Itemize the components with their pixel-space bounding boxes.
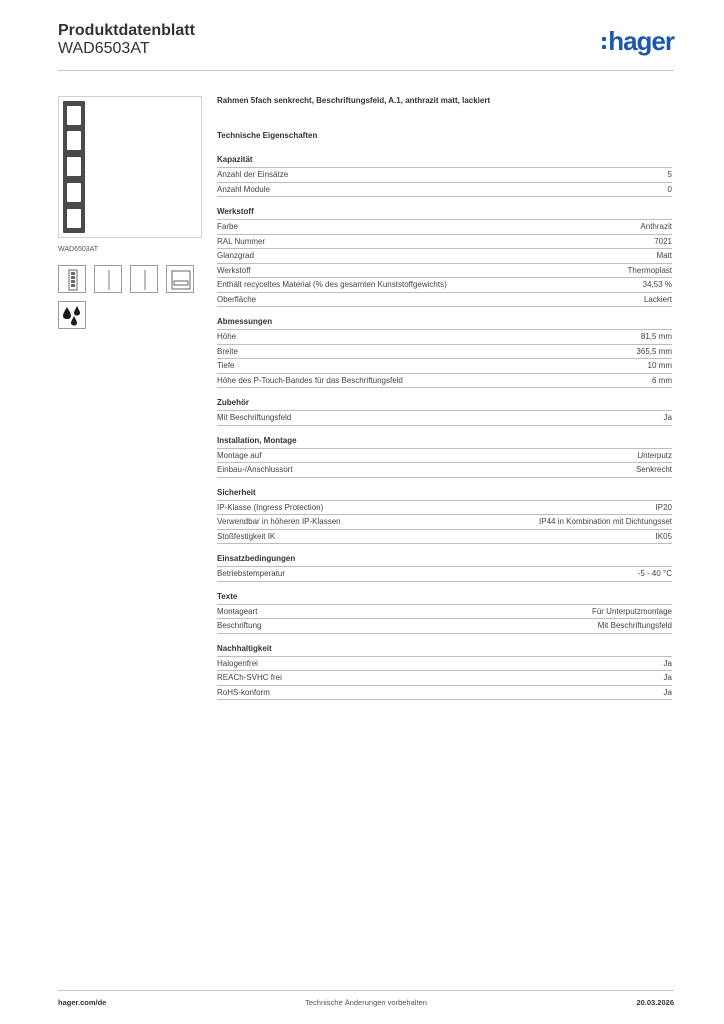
property-value: 365,5 mm — [636, 346, 672, 356]
product-description: Rahmen 5fach senkrecht, Beschriftungsfeld, A.1, anthrazit matt, lackiert — [217, 96, 491, 105]
property-label: Breite — [217, 346, 238, 356]
group-title: Sicherheit — [217, 487, 672, 501]
property-row — [217, 567, 672, 582]
product-image — [58, 96, 202, 238]
property-label: Einbau-/Anschlussort — [217, 465, 293, 474]
group-title: Werkstoff — [217, 206, 672, 220]
group-title: Installation, Montage — [217, 435, 672, 449]
property-row — [217, 278, 672, 293]
property-value: 6 mm — [652, 375, 672, 385]
property-group — [217, 487, 672, 545]
dimension-icon-row — [58, 265, 203, 293]
group-title: Abmessungen — [217, 316, 672, 330]
property-row — [217, 449, 672, 464]
property-row — [217, 220, 672, 235]
property-label: REACh-SVHC frei — [217, 673, 282, 682]
property-row — [217, 619, 672, 634]
frame-depth-icon — [130, 265, 158, 293]
property-label: Farbe — [217, 222, 238, 231]
property-row — [217, 183, 672, 198]
property-row — [217, 501, 672, 516]
property-row — [217, 330, 672, 345]
page-header — [58, 20, 674, 71]
property-label: Enthält recyceltes Material (% des gesamten Kunststoffgewichts) — [217, 280, 447, 289]
property-group — [217, 206, 672, 307]
property-row — [217, 374, 672, 389]
property-label: Verwendbar in höheren IP-Klassen — [217, 517, 341, 526]
property-value: Mit Beschriftungsfeld — [597, 621, 672, 630]
property-row — [217, 657, 672, 672]
property-value: Für Unterputzmontage — [591, 606, 672, 616]
property-label: RoHS-konform — [217, 687, 270, 697]
property-value: Ja — [663, 687, 672, 697]
product-image-caption: WAD6503AT — [58, 246, 99, 253]
group-title: Einsatzbedingungen — [217, 553, 672, 567]
group-title: Nachhaltigkeit — [217, 643, 672, 657]
property-label: Halogenfrei — [217, 658, 258, 668]
property-label: IP-Klasse (Ingress Protection) — [217, 502, 324, 512]
property-group — [217, 435, 672, 478]
property-value: Lackiert — [643, 294, 672, 304]
hager-logo — [602, 26, 674, 56]
property-value: Anthrazit — [640, 222, 672, 231]
property-value: -5 - 40 °C — [637, 569, 672, 578]
logo-text: hager — [608, 26, 674, 56]
property-label: Oberfläche — [217, 294, 257, 304]
property-row — [217, 671, 672, 686]
footer-disclaimer: Technische Änderungen vorbehalten — [305, 998, 427, 1007]
group-title: Kapazität — [217, 154, 672, 168]
group-title: Texte — [217, 591, 672, 605]
property-value: IK05 — [655, 531, 672, 541]
property-row — [217, 345, 672, 360]
property-row — [217, 463, 672, 478]
property-row — [217, 264, 672, 279]
product-visuals — [58, 96, 203, 329]
property-groups — [217, 154, 672, 700]
property-label: Anzahl der Einsätze — [217, 170, 289, 179]
property-group — [217, 591, 672, 634]
property-value: 34,53 % — [642, 280, 672, 289]
property-row — [217, 168, 672, 183]
property-value: Ja — [663, 673, 672, 682]
property-row — [217, 530, 672, 545]
property-group — [217, 553, 672, 582]
property-group — [217, 316, 672, 388]
frame-front-icon — [58, 265, 86, 293]
property-value: 5 — [667, 170, 672, 179]
footer-date: 20.03.2026 — [636, 998, 674, 1007]
footer-website: hager.com/de — [58, 998, 107, 1007]
property-value: 81,5 mm — [640, 332, 672, 341]
property-value: Ja — [663, 658, 672, 668]
property-value: 0 — [667, 184, 672, 194]
property-group — [217, 397, 672, 426]
property-value: Unterputz — [637, 450, 672, 460]
frame-side-icon — [94, 265, 122, 293]
property-label: Höhe des P-Touch-Bandes für das Beschriftungsfeld — [217, 375, 403, 385]
technical-data — [217, 96, 672, 709]
property-group — [217, 154, 672, 197]
property-label: Betriebstemperatur — [217, 569, 286, 578]
property-label: Werkstoff — [217, 265, 251, 275]
property-row — [217, 411, 672, 426]
property-value: 10 mm — [647, 361, 672, 370]
property-row — [217, 293, 672, 308]
property-value: Ja — [663, 413, 672, 422]
property-label: Höhe — [217, 332, 237, 341]
property-row — [217, 686, 672, 701]
property-label: Beschriftung — [217, 621, 262, 630]
property-label: Stoßfestigkeit IK — [217, 531, 276, 541]
frame-5fold-image — [63, 101, 85, 233]
property-label: Tiefe — [217, 361, 235, 370]
property-value: Matt — [656, 251, 672, 260]
property-value: 7021 — [654, 236, 672, 246]
property-row — [217, 249, 672, 264]
property-group — [217, 643, 672, 701]
group-title: Zubehör — [217, 397, 672, 411]
section-heading: Technische Eigenschaften — [217, 131, 318, 140]
water-drops-icon — [58, 301, 86, 329]
property-value: Senkrecht — [635, 465, 672, 474]
page-footer — [58, 990, 674, 1012]
property-value: IP44 in Kombination mit Dichtungsset — [539, 517, 672, 526]
property-label: RAL Nummer — [217, 236, 266, 246]
property-label: Glanzgrad — [217, 251, 254, 260]
property-value: IP20 — [655, 502, 672, 512]
property-label: Montageart — [217, 606, 258, 616]
property-row — [217, 359, 672, 374]
property-label: Montage auf — [217, 450, 262, 460]
labelling-field-icon — [166, 265, 194, 293]
document-title: Produktdatenblatt — [58, 22, 195, 39]
property-label: Anzahl Module — [217, 184, 270, 194]
property-value: Thermoplast — [627, 265, 672, 275]
property-label: Mit Beschriftungsfeld — [217, 413, 292, 422]
property-row — [217, 235, 672, 250]
property-row — [217, 515, 672, 530]
logo-dots-icon — [602, 37, 606, 49]
property-row — [217, 605, 672, 620]
article-number: WAD6503AT — [58, 40, 150, 57]
